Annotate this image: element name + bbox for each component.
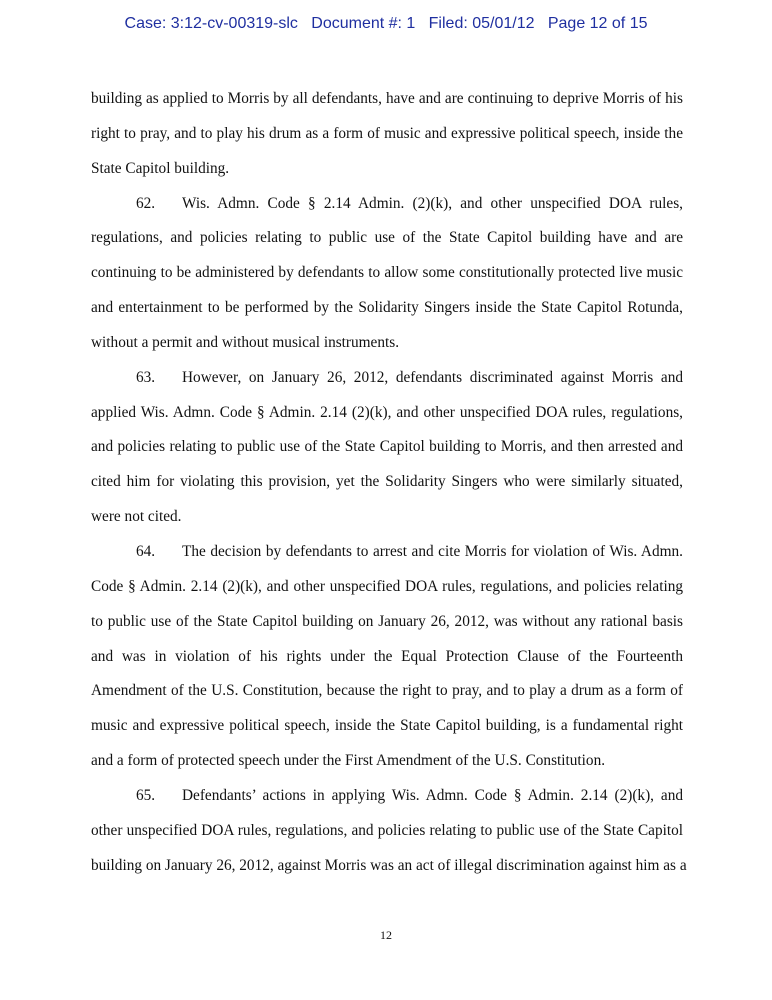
page-number: 12 xyxy=(380,928,392,942)
text-line: Amendment of the U.S. Constitution, because the right to pray, and to play a drum as a form of xyxy=(91,682,683,700)
document-body xyxy=(91,82,687,883)
text-line: were not cited. xyxy=(91,508,182,526)
text-line-content: The decision by defendants to arrest and cite Morris for violation of Wis. Admn. xyxy=(182,542,683,560)
text-line: regulations, and policies relating to public use of the State Capitol building have and are xyxy=(91,229,683,247)
paragraph-number: 63. xyxy=(136,368,156,386)
text-line: Code § Admin. 2.14 (2)(k), and other unspecified DOA rules, regulations, and policies relating xyxy=(91,577,683,595)
text-line: to public use of the State Capitol building on January 26, 2012, was without any rational basis xyxy=(91,612,683,630)
paragraph-64 xyxy=(91,535,683,779)
paragraph-number: 65. xyxy=(136,786,156,804)
text-line: and entertainment to be performed by the Solidarity Singers inside the State Capitol Rotunda, xyxy=(91,299,683,317)
text-line: without a permit and without musical instruments. xyxy=(91,333,400,351)
paragraph-continuation xyxy=(91,82,683,187)
text-line: right to pray, and to play his drum as a form of music and expressive political speech, inside the xyxy=(91,124,683,142)
text-line: continuing to be administered by defendants to allow some constitutionally protected live music xyxy=(91,264,683,282)
text-line-content: Defendants’ actions in applying Wis. Admn. Code § Admin. 2.14 (2)(k), and xyxy=(182,786,683,804)
text-line xyxy=(91,779,683,814)
text-line: cited him for violating this provision, yet the Solidarity Singers who were similarly situated, xyxy=(91,473,683,491)
text-line: music and expressive political speech, inside the State Capitol building, is a fundamental right xyxy=(91,717,683,735)
paragraph-number: 64. xyxy=(136,542,156,560)
text-line: State Capitol building. xyxy=(91,159,230,177)
text-line xyxy=(91,535,683,570)
text-line: building as applied to Morris by all defendants, have and are continuing to deprive Morris of his xyxy=(91,90,683,107)
text-line: applied Wis. Admn. Code § Admin. 2.14 (2)(k), and other unspecified DOA rules, regulations, xyxy=(91,403,683,421)
text-line xyxy=(91,361,683,396)
text-line: building on January 26, 2012, against Morris was an act of illegal discrimination against him as a xyxy=(91,856,687,874)
paragraph-65 xyxy=(91,779,687,884)
paragraph-62 xyxy=(91,187,683,361)
text-line-content: Wis. Admn. Code § 2.14 Admin. (2)(k), and other unspecified DOA rules, xyxy=(182,194,683,212)
text-line-content: However, on January 26, 2012, defendants discriminated against Morris and xyxy=(182,368,683,386)
paragraph-63 xyxy=(91,361,683,535)
text-line: and a form of protected speech under the First Amendment of the U.S. Constitution. xyxy=(91,752,606,770)
text-line: and policies relating to public use of the State Capitol building to Morris, and then arrested and xyxy=(91,438,683,456)
text-line: and was in violation of his rights under the Equal Protection Clause of the Fourteenth xyxy=(91,647,683,665)
text-line xyxy=(91,187,683,222)
paragraph-number: 62. xyxy=(136,194,156,212)
case-header: Case: 3:12-cv-00319-slc Document #: 1 Filed: 05/01/12 Page 12 of 15 xyxy=(124,15,648,32)
text-line: other unspecified DOA rules, regulations, and policies relating to public use of the State Capitol xyxy=(91,821,683,839)
